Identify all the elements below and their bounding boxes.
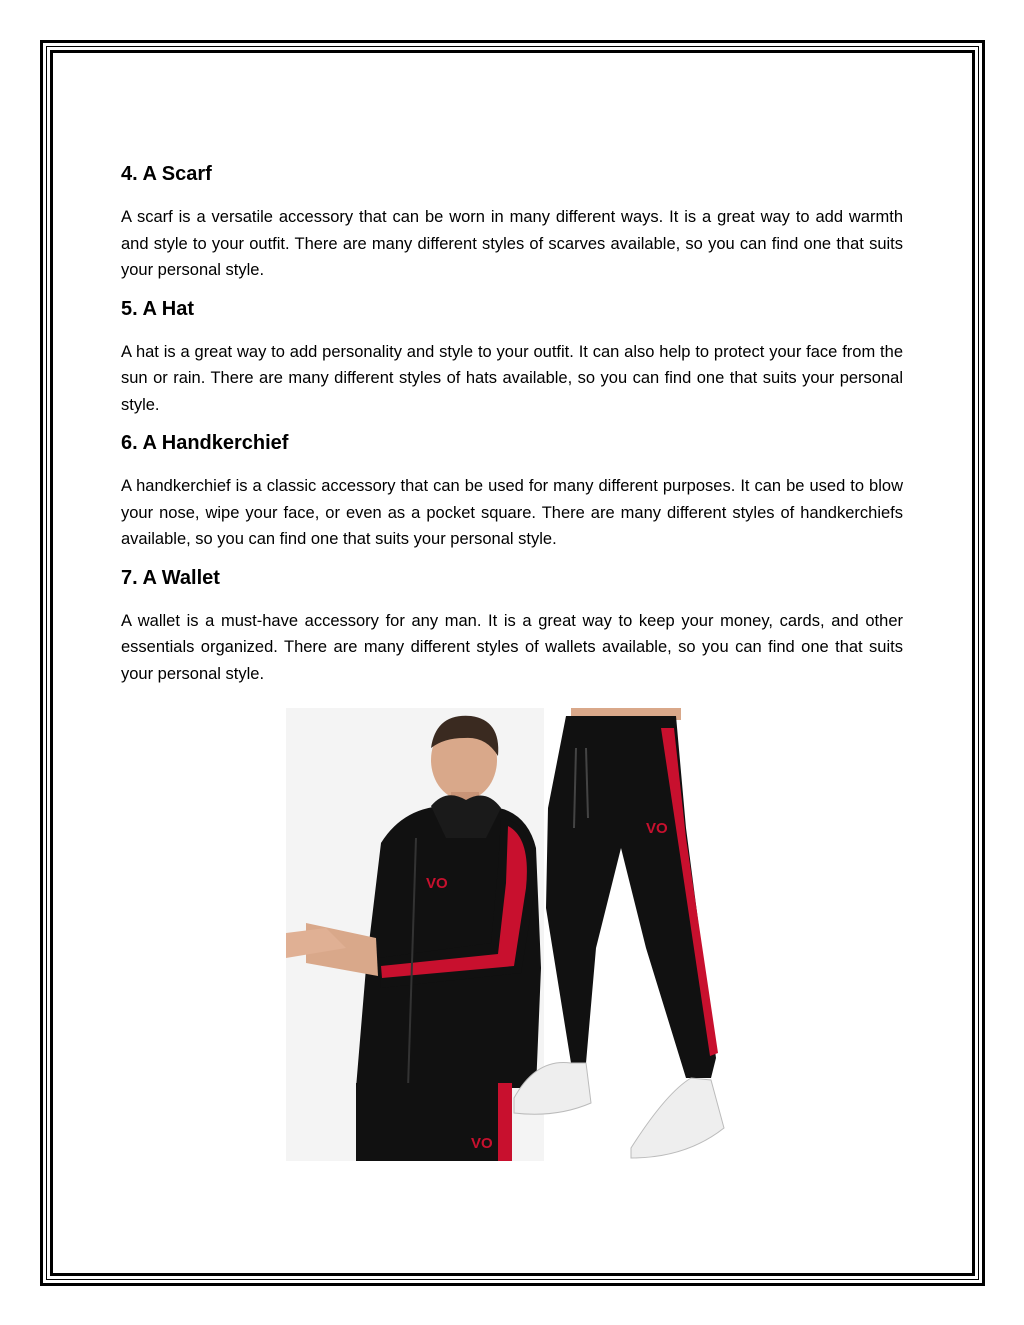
section-wallet [121,561,903,688]
section-paragraph: A scarf is a versatile accessory that can be worn in many different ways. It is a great way to add warmth and style to your outfit. There are many different styles of scarves available, so you can find one that suits your personal style. [121,208,903,279]
section-scarf [121,157,903,284]
pants-logo-front: VO [471,1135,493,1152]
section-hat [121,292,903,419]
section-heading: 5. A Hat [121,297,194,320]
chest-logo: VO [426,875,448,892]
section-paragraph: A wallet is a must-have accessory for any man. It is a great way to keep your money, cards, and other essentials organized. There are many different styles of wallets available, so you can find one that suits your personal style. [121,611,903,683]
section-heading: 7. A Wallet [121,566,220,589]
section-heading: 4. A Scarf [121,163,212,185]
document-body [121,157,903,695]
section-handkerchief [121,426,903,553]
tracksuit-photo [286,708,740,1161]
section-paragraph: A handkerchief is a classic accessory that can be used for many different purposes. It can be used to blow your nose, wipe your face, or even as a pocket square. There are many different styles of handkerchiefs available, so you can find one that suits your personal style. [121,477,903,548]
tracksuit-illustration [286,708,740,1161]
section-paragraph: A hat is a great way to add personality and style to your outfit. It can also help to protect your face from the sun or rain. There are many different styles of hats available, so you can find one that suits your personal style. [121,342,903,414]
section-heading: 6. A Handkerchief [121,432,289,454]
joggers-logo: VO [646,820,668,837]
